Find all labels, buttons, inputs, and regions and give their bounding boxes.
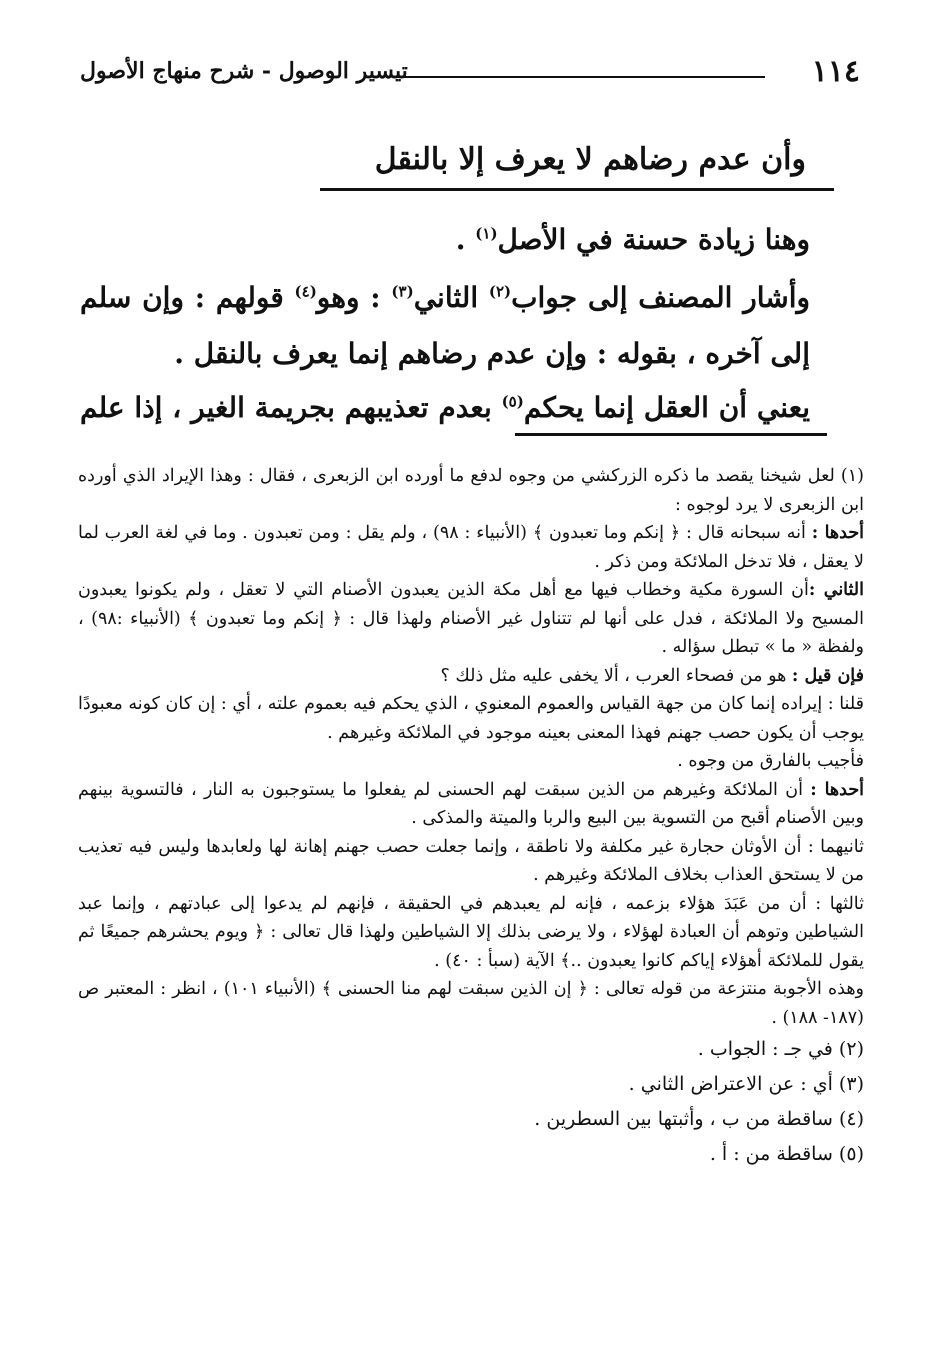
commentary-text: . [455,223,476,256]
footnote-1-first [78,519,864,576]
footnote-1-second [78,576,864,662]
footnote-1-answer-3: ثالثها : أن من عَبَدَ هؤلاء بزعمه ، فإنه لم يعبدهم في الحقيقة ، فإنهم لم يدعوا إلى عبادتهم ، وإنما عبد الشياطين وتوهم أن العبادة لهؤلاء ، ولا يرضى بذلك إلا الشياطين ولهذا قال تعالى : ﴿ ويوم يحشرهم جميعًا ثم يقول للملائكة أهؤلاء إياكم كانوا يعبدون ..﴾ الآية (سبأ : ٤٠) . [78,893,864,971]
commentary-text: قولهم : وإن سلم إلى آخره ، بقوله : وإن عدم رضاهم إنما يعرف بالنقل . [80,281,810,370]
heading-rule [320,188,834,191]
footnote-text: أن الملائكة وغيرهم من الذين سبقت لهم الحسنى لم يفعلوا ما يستوجبون به النار ، فالتسوية بينهم وبين الأصنام أقبح من التسوية بين البيع والربا والميتة والمذكى . [78,779,864,828]
footnote-1-reply: قلنا : إيراده إنما كان من جهة القياس والعموم المعنوي ، الذي يحكم فيه بعموم علته ، أي : إن كان كونه معبودًا يوجب أن يكون حصب جهنم فهذا المعنى بعينه موجود في الملائكة وغيرهم . [78,694,864,743]
commentary-text: الثاني [413,281,489,314]
commentary-text: وهنا زيادة حسنة في الأصل [497,223,810,256]
commentary-text: بعدم تعذيبهم بجريمة الغير ، إذا علم [80,391,502,424]
footnote-5: (٥) ساقطة من : أ . [709,1143,864,1165]
footnote-text: أن السورة مكية وخطاب فيها مع أهل مكة الذين يعبدون الأصنام التي لا تعقل ، ولم يكونوا يعبدون المسيح ولا الملائكة ، فدل على أنها لم تتناول غير الأصنام ولهذا قال : ﴿ إنكم وما تعبدون ﴾ (الأنبياء :٩٨) ، ولفظة « ما » تبطل سؤاله . [78,580,864,657]
running-header [80,52,860,96]
footnote-1-answer-1 [78,776,864,833]
footnote-4: (٤) ساقطة من ب ، وأثبتها بين السطرين . [534,1108,864,1130]
footnote-1-answer-2: ثانيهما : أن الأوثان حجارة غير مكلفة ولا ناطقة ، وإنما جعلت حصب جهنم إهانة لها ولعابدها وليس فيه تعذيب من لا يستحق العذاب بخلاف الملائكة وغيرهم . [78,836,864,885]
footnote-ref[interactable]: (١) [475,224,498,243]
footnote-1-conclusion: وهذه الأجوبة منتزعة من قوله تعالى : ﴿ إن الذين سبقت لهم منا الحسنى ﴾ (الأنبياء ١٠١) ، انظر : المعتبر ص (١٨٧- ١٨٨) . [78,979,864,1028]
footnote-1-answer-intro: فأجيب بالفارق من وجوه . [677,751,864,771]
footnote-ref[interactable]: (٢) [488,282,512,301]
commentary-text: : وهو [316,281,392,314]
footnote-ref[interactable]: (٥) [501,392,524,411]
footnote-2: (٢) في جـ : الجواب . [697,1038,864,1060]
commentary-paragraph-3 [80,380,860,436]
footnote-3: (٣) أي : عن الاعتراض الثاني . [628,1073,864,1095]
book-title: تيسير الوصول - شرح منهاج الأصول [80,58,408,84]
footnote-1-intro: (١) لعل شيخنا يقصد ما ذكره الزركشي من وجوه لدفع ما أورده ابن الزبعرى ، فقال : وهذا الإيراد الذي أورده ابن الزبعرى لا يرد لوجوه : [78,466,864,515]
footnote-1-objection [78,662,864,691]
commentary-text: وأشار المصنف إلى جواب [511,281,811,314]
footnote-separator [515,433,827,436]
page-number: ١١٤ [811,54,860,89]
commentary-paragraph-2 [80,270,860,382]
header-rule [395,76,765,78]
footnote-text: هو من فصحاء العرب ، ألا يخفى عليه مثل ذلك ؟ [440,665,792,686]
label: فإن قيل : [791,665,864,686]
label: الثاني : [808,580,864,600]
label: أحدها : [811,523,865,543]
footnotes-block [78,462,864,1172]
commentary-paragraph-1 [80,212,860,268]
footnote-text: أنه سبحانه قال : ﴿ إنكم وما تعبدون ﴾ (الأنبياء : ٩٨) ، ولم يقل : ومن تعبدون . وما في لغة العرب لما لا يعقل ، فلا تدخل الملائكة ومن ذكر . [78,523,864,572]
label: أحدها : [810,779,864,800]
footnote-ref[interactable]: (٣) [391,282,414,301]
footnote-ref[interactable]: (٤) [294,282,317,301]
matn-heading: وأن عدم رضاهم لا يعرف إلا بالنقل [374,142,806,177]
commentary-text: يعني أن العقل إنما يحكم [523,391,810,424]
